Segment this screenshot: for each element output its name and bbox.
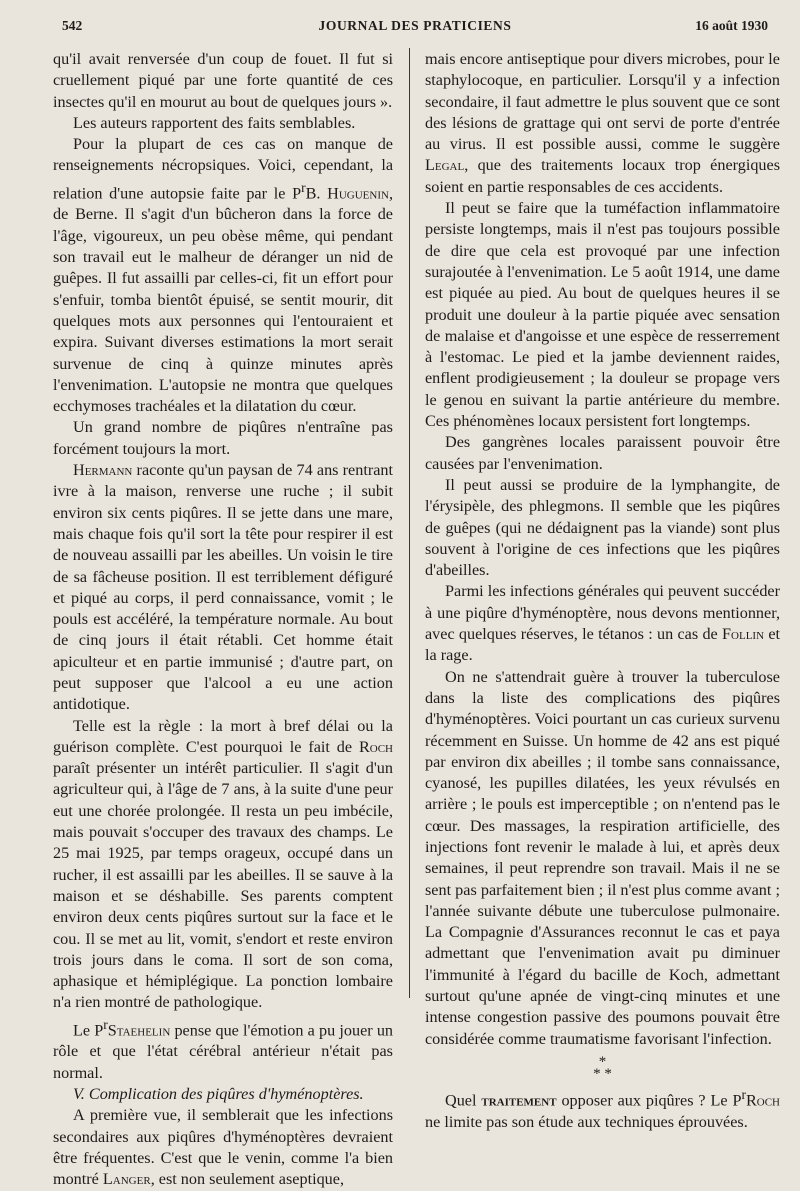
paragraph: Il peut se faire que la tuméfaction inflammatoire persiste longtemps, mais il n'est pas toujours possible de dire que cela est provoqué par une infection surajoutée à l'envenimation. Le 5 août 1914, une dame est piquée au pied. Au bout de quelques heures il se produit une douleur à la partie piquée avec sensation de malaise et d'angoisse et une espèce de resserrement à l'estomac. Le pied et la jambe deviennent raides, enflent prodigieusement ; la douleur se propage vers le genou en suivant la partie antérieure du membre. Ces phénomènes locaux persistent fort longtemps. bbox=[425, 199, 780, 431]
keyword-traitement: traitement bbox=[481, 1091, 557, 1110]
right-column bbox=[425, 49, 780, 1133]
column-divider bbox=[409, 48, 410, 998]
paragraph: Il peut aussi se produire de la lymphangite, de l'érysipèle, des phlegmons. Il semble que les piqûres de guêpes (qui ne dédaignent pas la viande) sont plus souvent à l'origine de ces infections que les piqûres d'abeilles. bbox=[425, 475, 780, 580]
paragraph: Parmi les infections générales qui peuvent succéder à une piqûre d'hyménoptère, nous devons mentionner, avec quelques réserves, le tétanos : un cas de Follin et la rage. bbox=[425, 582, 781, 665]
paragraph: Hermann raconte qu'un paysan de 74 ans rentrant ivre à la maison, renverse une ruche ; il subit environ six cents piqûres. Il se jette dans une mare, mais chaque fois qu'il sort la tête pour respirer il est de nouveau assailli par les abeilles. Un voisin le tire de sa fâcheuse position. Il est terriblement défiguré et piqué au corps, il perd connaissance, vomit ; le pouls est accéléré, la température normale. Au bout de cinq jours il était rétabli. Cet homme était apiculteur et en partie immunisé ; d'autre part, on peut supposer que l'alcool a eu une action antidotique. bbox=[53, 461, 393, 714]
page-number: 542 bbox=[62, 18, 83, 33]
author-name: Staehelin bbox=[107, 1021, 171, 1040]
paragraph: A première vue, il semblerait que les infections secondaires aux piqûres d'hyménoptères devraient être fréquentes. C'est que le venin, comme l'a bien montré Langer, est non seulement aseptique, bbox=[53, 1106, 393, 1189]
paragraph: On ne s'attendrait guère à trouver la tuberculose dans la liste des complications des piqûres d'hyménoptères. Voici pourtant un cas curieux survenu récemment en Suisse. Un homme de 42 ans est piqué par environ dix abeilles ; il tombe sans connaissance, cyanosé, les pupilles dilatées, les yeux révulsés en arrière ; le pouls est imperceptible ; on n'entend pas le cœur. Des massages, la respiration artificielle, des injections font revenir le malade à lui, et après deux semaines, il peut reprendre son travail. Mais il ne se sent pas parfaitement bien ; il n'est plus comme avant ; l'année suivante débute une tuberculose pulmonaire. La Compagnie d'Assurances reconnut le cas et paya admettant que l'envenimation avait pu diminuer l'immunité à l'égard du bacille de Koch, admettant surtout qu'une apnée de vingt-cinq minutes et une intense congestion passive des poumons pouvait être considérée comme traumatisme favorisant l'infection. bbox=[425, 667, 780, 1048]
left-column bbox=[53, 49, 393, 1191]
author-name: Legal bbox=[425, 156, 465, 175]
paragraph: Des gangrènes locales paraissent pouvoir être causées par l'envenimation. bbox=[425, 433, 780, 473]
section-asterism: * * * bbox=[593, 1053, 612, 1082]
author-name: Follin bbox=[722, 625, 765, 644]
paragraph: Le $P^rStaehelin$ pense que l'émotion a pu jouer un rôle et que l'état cérébral antérieur n'était pas normal. bbox=[53, 1016, 394, 1082]
paragraph: Les auteurs rapportent des faits semblables. bbox=[73, 113, 356, 132]
author-name: Langer bbox=[102, 1170, 151, 1189]
paragraph: qu'il avait renversée d'un coup de fouet. Il fut si cruellement piqué par une forte quantité de ces insectes qu'il en mourut au bout de quelques jours ». bbox=[53, 50, 393, 111]
running-header bbox=[62, 16, 768, 38]
author-name: Roch bbox=[358, 737, 393, 756]
paragraph: Pour la plupart de ces cas on manque de renseignements nécropsiques. Voici, cependant, la relation d'une autopsie faite par le $P^rB$. Huguenin, de Berne. Il s'agit d'un bûcheron dans la force de l'âge, vigoureux, un peu obèse même, qui pendant son travail eut le malheur de déranger un nid de guêpes. Il fut assailli par celles-ci, fit un effort pour s'enfuir, tomba bientôt épuisé, se sentit mourir, dit quelques mots aux personnes qui l'entouraient et expira. Suivant diverses estimations la mort serait survenue de cinq à quinze minutes après l'envenimation. L'autopsie ne montra que quelques ecchymoses trachéales et la dilatation du cœur. bbox=[53, 135, 393, 416]
journal-title: JOURNAL DES PRATICIENS bbox=[318, 18, 512, 33]
author-name: B. Huguenin bbox=[305, 184, 389, 203]
paragraph: Un grand nombre de piqûres n'entraîne pas forcément toujours la mort. bbox=[53, 418, 393, 458]
paragraph: Quel traitement opposer aux piqûres ? Le $P^rRoch$ ne limite pas son étude aux techniques éprouvées. bbox=[425, 1086, 781, 1131]
paragraph: Telle est la règle : la mort à bref délai ou la guérison complète. C'est pourquoi le fait de Roch paraît présenter un intérêt particulier. Il s'agit d'un agriculteur qui, à l'âge de 7 ans, à la suite d'une peur eut une chorée prolongée. Il resta un peu imbécile, mais pouvait s'occuper des travaux des champs. Le 25 mai 1925, par temps orageux, occupé dans un rucher, il est assailli par les abeilles. Il se sauve à la maison et se déshabille. Ses parents comptent environ deux cents piqûres surtout sur la face et le cou. Il se met au lit, vomit, s'endort et reste environ trois jours dans le coma. Il sort de son coma, aphasique et hémiplégique. La ponction lombaire n'a rien montré de pathologique. bbox=[53, 716, 393, 1012]
paragraph: mais encore antiseptique pour divers microbes, pour le staphylocoque, en particulier. Lorsqu'il y a infection secondaire, il faut admettre le plus souvent que ce sont des lésions de grattage qui ont servi de porte d'entrée au virus. Il est possible aussi, comme le suggère Legal, que des traitements locaux trop énergiques soient en partie responsables de ces accidents. bbox=[425, 50, 780, 196]
issue-date: 16 août 1930 bbox=[695, 18, 768, 33]
section-heading: V. Complication des piqûres d'hyménoptères. bbox=[73, 1085, 364, 1104]
author-name: Roch bbox=[745, 1091, 781, 1110]
author-name: Hermann bbox=[73, 461, 133, 480]
